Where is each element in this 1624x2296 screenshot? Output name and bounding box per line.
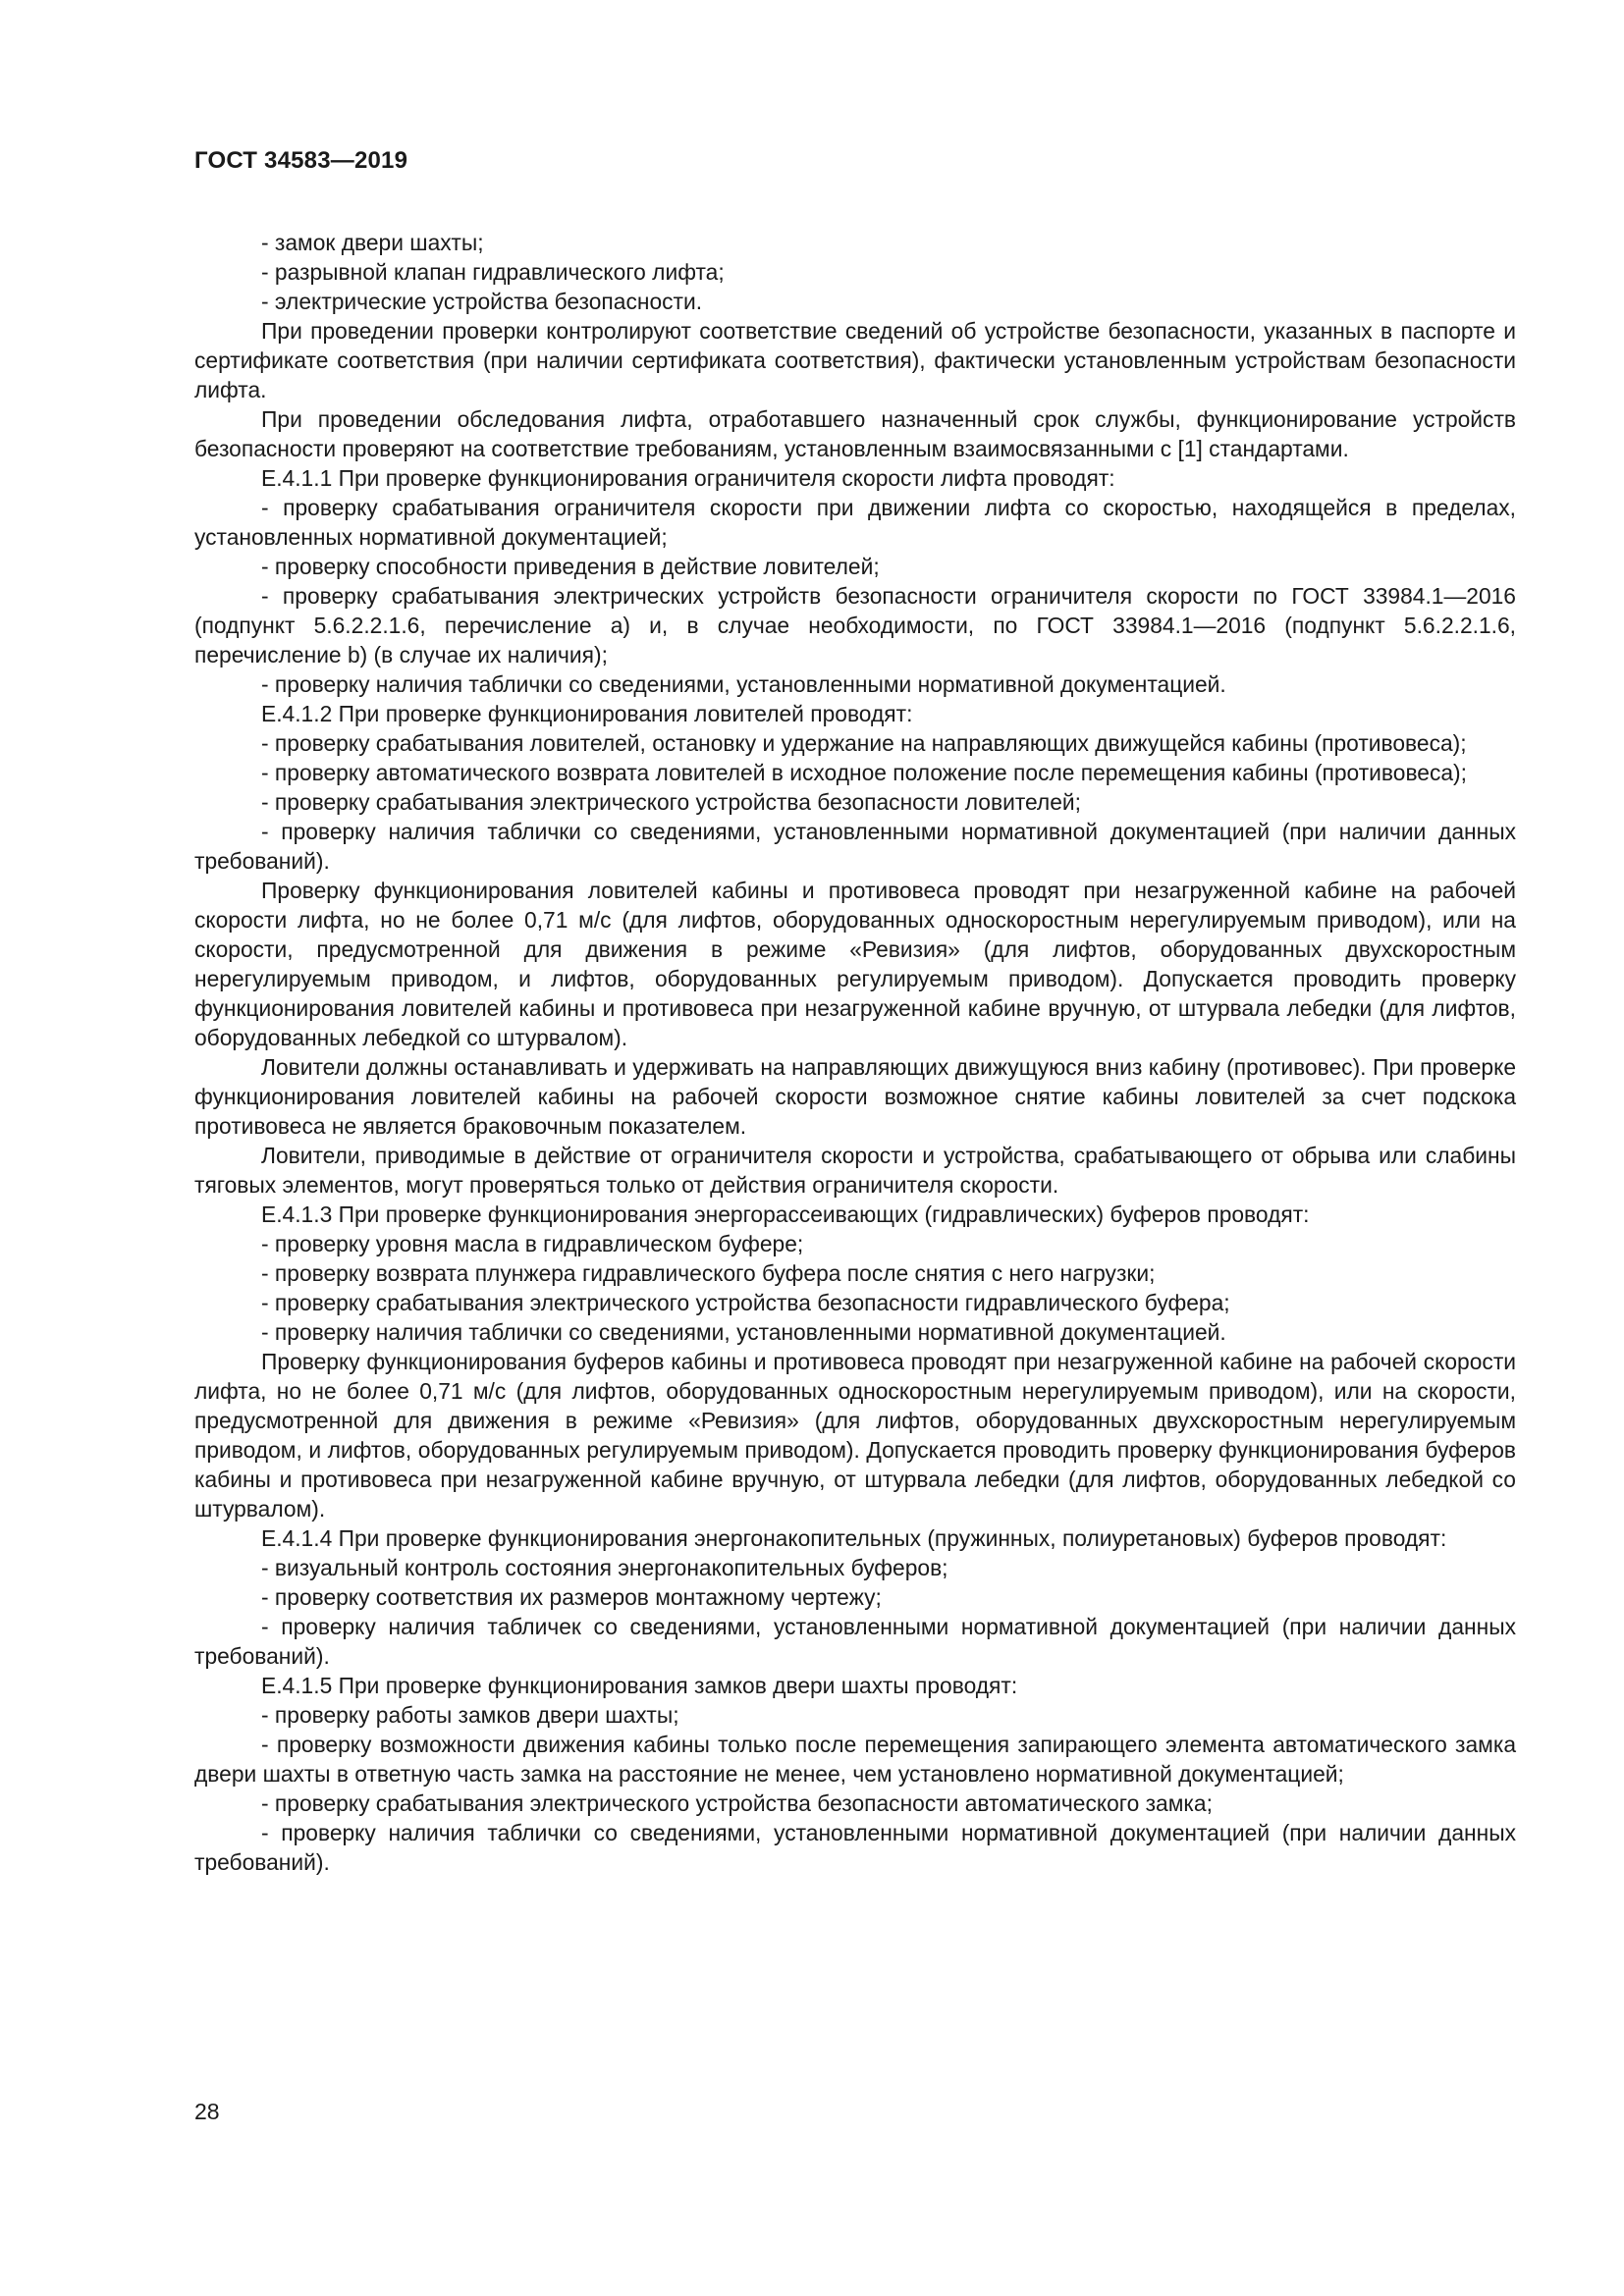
paragraph: - проверку работы замков двери шахты; [261, 1702, 679, 1728]
paragraph: - проверку наличия таблички со сведениями, установленными нормативной документацией (при наличии данных требований). [194, 1820, 1516, 1875]
paragraph: Проверку функционирования буферов кабины и противовеса проводят при незагруженной кабине на рабочей скорости лифта, но не более 0,71 м/с (для лифтов, оборудованных односкоростным нерегулируемым приводом), или на скорости, предусмотренной для движения в режиме «Ревизия» (для лифтов, оборудованных двухскоростным нерегулируемым приводом, и лифтов, оборудованных регулируемым приводом). Допускается проводить проверку функционирования буферов кабины и противовеса при незагруженной кабине вручную, от штурвала лебедки (для лифтов, оборудованных лебедкой со штурвалом). [194, 1349, 1516, 1522]
paragraph: - проверку срабатывания ловителей, остановку и удержание на направляющих движущейся кабины (противовеса); [261, 730, 1467, 756]
paragraph: Е.4.1.3 При проверке функционирования энергорассеивающих (гидравлических) буферов проводят: [261, 1201, 1310, 1227]
paragraph: - проверку срабатывания электрического устройства безопасности ловителей; [261, 789, 1081, 815]
paragraph: - визуальный контроль состояния энергонакопительных буферов; [261, 1555, 948, 1580]
paragraph: При проведении проверки контролируют соответствие сведений об устройстве безопасности, указанных в паспорте и сертификате соответствия (при наличии сертификата соответствия), фактически установленным устройствам безопасности лифта. [194, 318, 1516, 402]
paragraph: - проверку срабатывания электрического устройства безопасности автоматического замка; [261, 1790, 1213, 1816]
paragraph: - проверку срабатывания электрических устройств безопасности ограничителя скорости по ГОСТ 33984.1—2016 (подпункт 5.6.2.2.1.6, перечисление а) и, в случае необходимости, по ГОСТ 33984.1—2016 (подпункт 5.6.2.2.1.6, перечисление b) (в случае их наличия); [194, 583, 1516, 667]
paragraph: Е.4.1.5 При проверке функционирования замков двери шахты проводят: [261, 1673, 1018, 1698]
paragraph: - электрические устройства безопасности. [261, 289, 703, 314]
paragraph: - проверку срабатывания электрического устройства безопасности гидравлического буфера; [261, 1290, 1230, 1315]
body-text [194, 228, 1516, 1877]
paragraph: - проверку соответствия их размеров монтажному чертежу; [261, 1584, 882, 1610]
paragraph: - проверку уровня масла в гидравлическом буфере; [261, 1231, 804, 1256]
paragraph: Е.4.1.2 При проверке функционирования ловителей проводят: [261, 701, 913, 726]
paragraph: - проверку наличия таблички со сведениями, установленными нормативной документацией. [261, 671, 1226, 697]
paragraph: Е.4.1.1 При проверке функционирования ограничителя скорости лифта проводят: [261, 465, 1115, 491]
document-header: ГОСТ 34583—2019 [194, 147, 408, 174]
paragraph: - проверку срабатывания ограничителя скорости при движении лифта со скоростью, находящейся в пределах, установленных нормативной документацией; [194, 495, 1516, 550]
paragraph: - проверку возврата плунжера гидравлического буфера после снятия с него нагрузки; [261, 1260, 1156, 1286]
paragraph: Проверку функционирования ловителей кабины и противовеса проводят при незагруженной кабине на рабочей скорости лифта, но не более 0,71 м/с (для лифтов, оборудованных односкоростным нерегулируемым приводом), или на скорости, предусмотренной для движения в режиме «Ревизия» (для лифтов, оборудованных двухскоростным нерегулируемым приводом, и лифтов, оборудованных регулируемым приводом). Допускается проводить проверку функционирования ловителей кабины и противовеса при незагруженной кабине вручную, от штурвала лебедки (для лифтов, оборудованных лебедкой со штурвалом). [194, 878, 1516, 1050]
paragraph: - замок двери шахты; [261, 230, 484, 255]
paragraph: Е.4.1.4 При проверке функционирования энергонакопительных (пружинных, полиуретановых) буферов проводят: [261, 1525, 1447, 1551]
page-number: 28 [194, 2099, 220, 2124]
paragraph: - разрывной клапан гидравлического лифта; [261, 259, 725, 285]
paragraph: Ловители должны останавливать и удерживать на направляющих движущуюся вниз кабину (противовес). При проверке функционирования ловителей кабины на рабочей скорости возможное снятие кабины ловителей за счет подскока противовеса не является браковочным показателем. [194, 1054, 1516, 1139]
paragraph: При проведении обследования лифта, отработавшего назначенный срок службы, функционирование устройств безопасности проверяют на соответствие требованиям, установленным взаимосвязанными с [1] стандартами. [194, 406, 1516, 461]
paragraph: - проверку способности приведения в действие ловителей; [261, 554, 880, 579]
paragraph: - проверку автоматического возврата ловителей в исходное положение после перемещения кабины (противовеса); [261, 760, 1467, 785]
paragraph: Ловители, приводимые в действие от ограничителя скорости и устройства, срабатывающего от обрыва или слабины тяговых элементов, могут проверяться только от действия ограничителя скорости. [194, 1143, 1516, 1198]
paragraph: - проверку наличия таблички со сведениями, установленными нормативной документацией (при наличии данных требований). [194, 819, 1516, 874]
paragraph: - проверку наличия таблички со сведениями, установленными нормативной документацией. [261, 1319, 1226, 1345]
paragraph: - проверку наличия табличек со сведениями, установленными нормативной документацией (при наличии данных требований). [194, 1614, 1516, 1669]
paragraph: - проверку возможности движения кабины только после перемещения запирающего элемента автоматического замка двери шахты в ответную часть замка на расстояние не менее, чем установлено нормативной документацией; [194, 1732, 1516, 1787]
